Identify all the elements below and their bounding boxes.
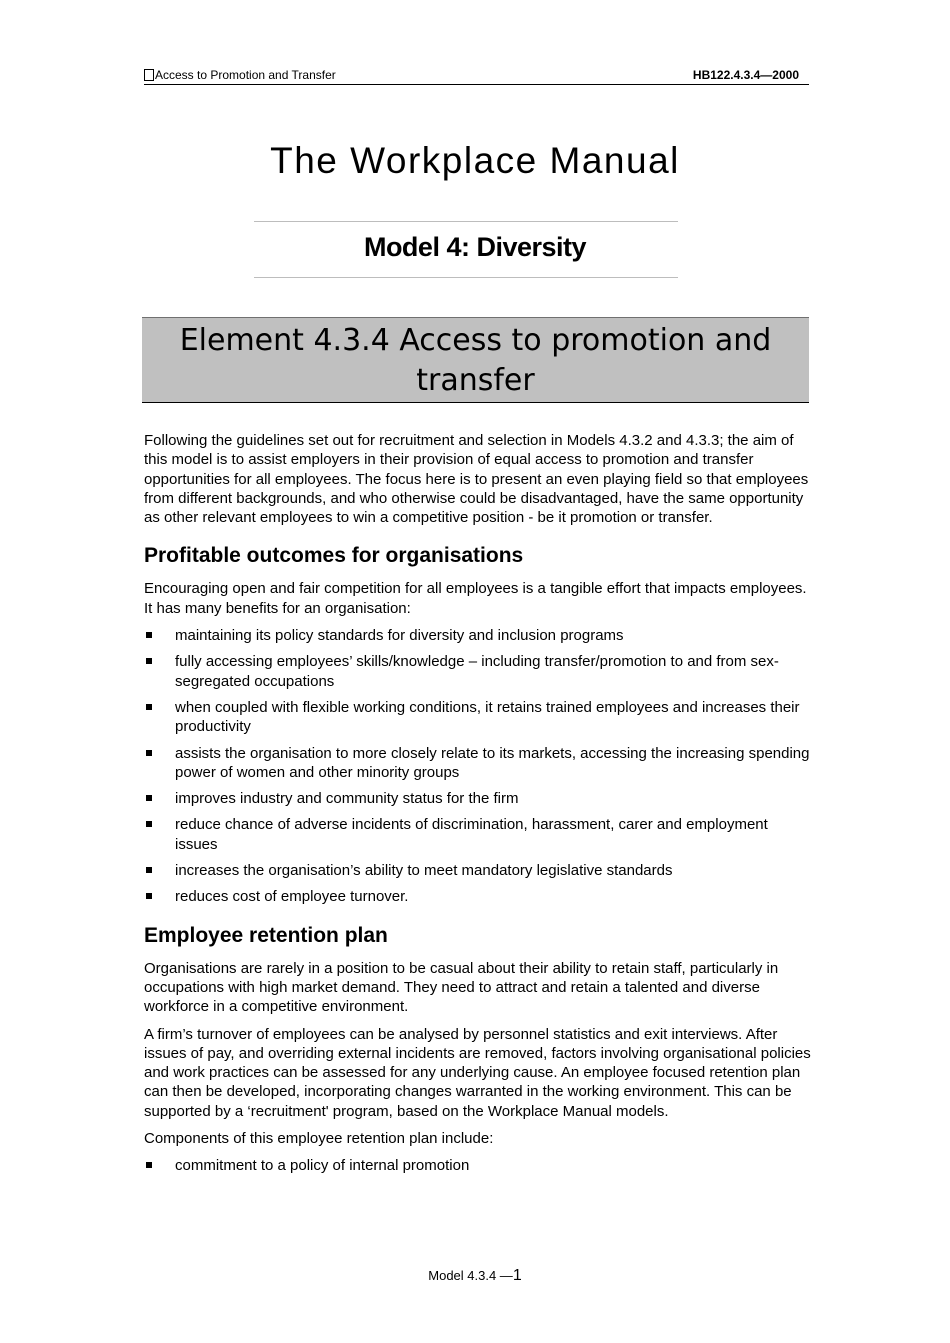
benefits-list: [144, 626, 812, 907]
header-section-title: Access to Promotion and Transfer: [155, 68, 336, 82]
section-heading-profitable-outcomes: Profitable outcomes for organisations: [144, 544, 524, 568]
checkbox-glyph-icon: [144, 69, 154, 81]
page-number: 1: [512, 1267, 522, 1284]
list-item: increases the organisation’s ability to meet mandatory legislative standards: [144, 861, 812, 880]
page-footer: [0, 1267, 950, 1285]
bullet-square-icon: [146, 893, 152, 899]
running-header: [144, 66, 809, 85]
list-item: commitment to a policy of internal promotion: [144, 1156, 812, 1175]
section2-paragraph-1: Organisations are rarely in a position to be casual about their ability to retain staff, particularly in occupations with high market demand. They need to attract and retain a talented and diverse workforce in a competitive environment.: [144, 959, 779, 1016]
list-item: fully accessing employees’ skills/knowledge – including transfer/promotion to and from sex-segregated occupations: [144, 652, 812, 691]
bullet-square-icon: [146, 750, 152, 756]
manual-title: The Workplace Manual: [270, 140, 680, 181]
retention-components-list: [144, 1156, 812, 1175]
bullet-square-icon: [146, 1162, 152, 1168]
section2-paragraph-3: Components of this employee retention plan include:: [144, 1130, 494, 1148]
intro-paragraph: Following the guidelines set out for recruitment and selection in Models 4.3.2 and 4.3.3; the aim of this model is to assist employers in their provision of equal access to promotion and transfer opportunities for all employees. The focus here is to present an even playing field so that employees from different backgrounds, and who otherwise could be disadvantaged, have the same opportunity as other relevant employees to win a competitive position - be it promotion or transfer.: [144, 432, 809, 527]
header-document-code: HB122.4.3.4—2000: [692, 68, 799, 82]
bullet-square-icon: [146, 867, 152, 873]
section-heading-employee-retention: Employee retention plan: [144, 923, 388, 947]
list-item: maintaining its policy standards for diversity and inclusion programs: [144, 626, 812, 645]
bullet-square-icon: [146, 704, 152, 710]
footer-label: Model 4.3.4 —: [428, 1268, 513, 1283]
bullet-square-icon: [146, 632, 152, 638]
element-title-line-2: transfer: [416, 363, 535, 398]
list-item: reduces cost of employee turnover.: [144, 887, 812, 906]
bullet-square-icon: [146, 821, 152, 827]
body-content: [144, 431, 812, 1183]
list-item: reduce chance of adverse incidents of discrimination, harassment, carer and employment issues: [144, 815, 812, 854]
header-left: [144, 68, 336, 82]
list-item: when coupled with flexible working conditions, it retains trained employees and increases their productivity: [144, 698, 812, 737]
model-title: Model 4: Diversity: [363, 232, 587, 262]
divider-bottom: [254, 277, 678, 278]
bullet-square-icon: [146, 795, 152, 801]
element-title-line-1: Element 4.3.4 Access to promotion and: [179, 323, 772, 358]
bullet-square-icon: [146, 658, 152, 664]
divider-top: [254, 221, 678, 222]
element-title-band: [142, 317, 809, 403]
section1-paragraph: Encouraging open and fair competition for all employees is a tangible effort that impacts employees. It has many benefits for an organisation:: [144, 580, 807, 617]
section2-paragraph-2: A firm’s turnover of employees can be analysed by personnel statistics and exit interviews. After issues of pay, and overriding external incidents are removed, factors involving organisational policies and work practices can be assessed for any underlying cause. An employee focused retention plan can then be developed, incorporating changes warranted in the working environment. This can be supported by a ‘recruitment' program, based on the Workplace Manual models.: [144, 1025, 811, 1120]
list-item: improves industry and community status for the firm: [144, 789, 812, 808]
list-item: assists the organisation to more closely relate to its markets, accessing the increasing spending power of women and other minority groups: [144, 744, 812, 783]
